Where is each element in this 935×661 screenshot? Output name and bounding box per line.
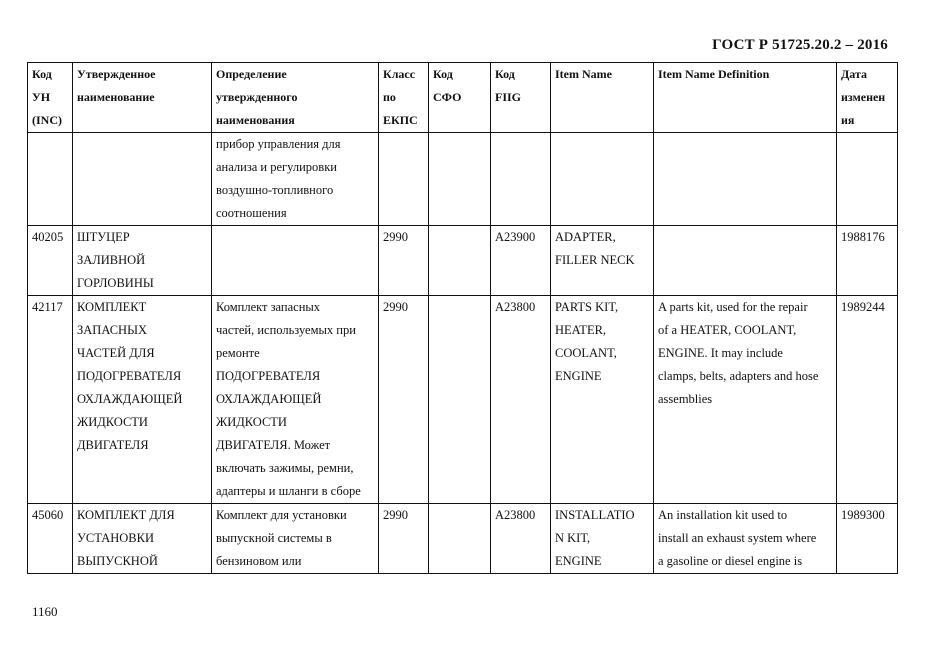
col-header-item-name: Item Name	[551, 63, 654, 133]
page-number: 1160	[32, 604, 58, 619]
col-header-ekps-class: Класс по ЕКПС	[379, 63, 429, 133]
cell-item-name: ADAPTER, FILLER NECK	[551, 226, 654, 296]
cell-item-name-definition	[654, 133, 837, 226]
cell-definition	[212, 226, 379, 296]
cell-sfo-code	[429, 226, 491, 296]
cell-inc-code: 42117	[28, 296, 73, 504]
cell-ekps-class	[379, 133, 429, 226]
cell-fiig-code: A23900	[491, 226, 551, 296]
cell-ekps-class: 2990	[379, 226, 429, 296]
col-header-fiig-code: Код FIIG	[491, 63, 551, 133]
table-row	[28, 133, 898, 226]
cell-definition: Комплект запасных частей, используемых при ремонте ПОДОГРЕВАТЕЛЯ ОХЛАЖДАЮЩЕЙ ЖИДКОСТИ ДВИГАТЕЛЯ. Может включать зажимы, ремни, адаптеры и шланги в сборе	[212, 296, 379, 504]
table-row	[28, 296, 898, 504]
cell-sfo-code	[429, 296, 491, 504]
cell-change-date: 1989244	[837, 296, 898, 504]
col-header-change-date: Дата изменен ия	[837, 63, 898, 133]
table-header-row	[28, 63, 898, 133]
table-row	[28, 226, 898, 296]
cell-fiig-code	[491, 133, 551, 226]
cell-sfo-code	[429, 133, 491, 226]
cell-change-date	[837, 133, 898, 226]
cell-item-name-definition: A parts kit, used for the repair of a HEATER, COOLANT, ENGINE. It may include clamps, belts, adapters and hose assemblies	[654, 296, 837, 504]
cell-fiig-code: A23800	[491, 296, 551, 504]
classification-table	[27, 62, 898, 574]
cell-approved-name	[73, 133, 212, 226]
cell-approved-name: КОМПЛЕКТ ЗАПАСНЫХ ЧАСТЕЙ ДЛЯ ПОДОГРЕВАТЕЛЯ ОХЛАЖДАЮЩЕЙ ЖИДКОСТИ ДВИГАТЕЛЯ	[73, 296, 212, 504]
cell-item-name	[551, 133, 654, 226]
col-header-approved-name: Утвержденное наименование	[73, 63, 212, 133]
cell-fiig-code: A23800	[491, 504, 551, 574]
col-header-definition: Определение утвержденного наименования	[212, 63, 379, 133]
cell-approved-name: КОМПЛЕКТ ДЛЯ УСТАНОВКИ ВЫПУСКНОЙ	[73, 504, 212, 574]
cell-approved-name: ШТУЦЕР ЗАЛИВНОЙ ГОРЛОВИНЫ	[73, 226, 212, 296]
cell-definition: прибор управления для анализа и регулировки воздушно-топливного соотношения	[212, 133, 379, 226]
cell-inc-code: 40205	[28, 226, 73, 296]
table-row	[28, 504, 898, 574]
cell-definition: Комплект для установки выпускной системы в бензиновом или	[212, 504, 379, 574]
cell-sfo-code	[429, 504, 491, 574]
cell-item-name-definition	[654, 226, 837, 296]
cell-ekps-class: 2990	[379, 296, 429, 504]
cell-item-name: PARTS KIT, HEATER, COOLANT, ENGINE	[551, 296, 654, 504]
col-header-item-name-definition: Item Name Definition	[654, 63, 837, 133]
document-header: ГОСТ Р 51725.20.2 – 2016	[712, 37, 888, 53]
col-header-sfo-code: Код СФО	[429, 63, 491, 133]
cell-change-date: 1989300	[837, 504, 898, 574]
cell-inc-code: 45060	[28, 504, 73, 574]
cell-item-name: INSTALLATIO N KIT, ENGINE	[551, 504, 654, 574]
cell-change-date: 1988176	[837, 226, 898, 296]
cell-inc-code	[28, 133, 73, 226]
cell-ekps-class: 2990	[379, 504, 429, 574]
cell-item-name-definition: An installation kit used to install an exhaust system where a gasoline or diesel engine is	[654, 504, 837, 574]
col-header-inc-code: Код УН (INC)	[28, 63, 73, 133]
